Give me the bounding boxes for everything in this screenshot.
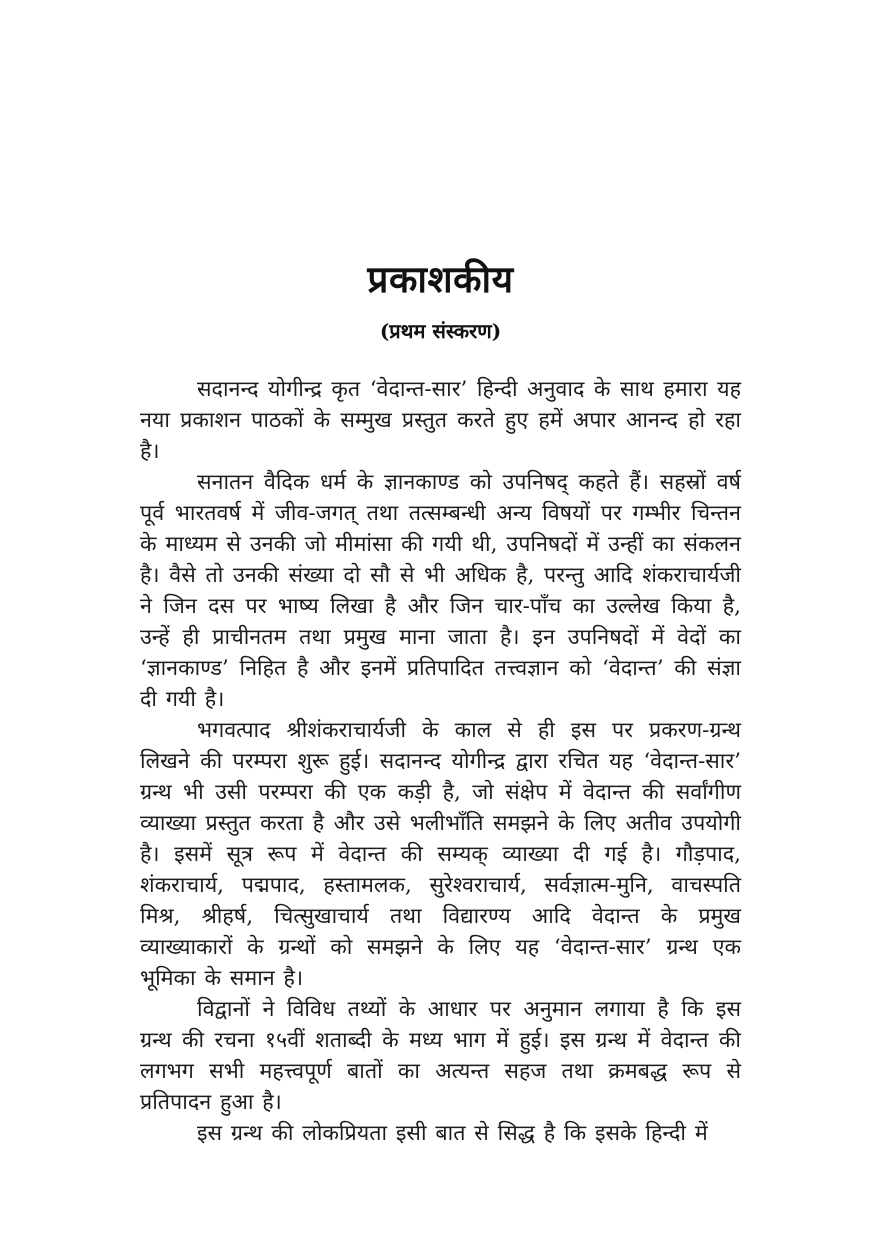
paragraph-1: सदानन्द योगीन्द्र कृत ‘वेदान्त-सार’ हिन्दी अनुवाद के साथ हमारा यह नया प्रकाशन पाठकों के सम्मुख प्रस्तुत करते हुए हमें अपार आनन्द हो रहा है। <box>140 377 741 464</box>
page-title: प्रकाशकीय <box>367 257 514 301</box>
body-text <box>140 374 741 1149</box>
paragraph-5: इस ग्रन्थ की लोकप्रियता इसी बात से सिद्ध है कि इसके हिन्दी में <box>197 1121 708 1146</box>
paragraph-4: विद्वानों ने विविध तथ्यों के आधार पर अनुमान लगाया है कि इस ग्रन्थ की रचना १५वीं शताब्दी के मध्य भाग में हुई। इस ग्रन्थ में वेदान्त की लगभग सभी महत्त्वपूर्ण बातों का अत्यन्त सहज तथा क्रमबद्ध रूप से प्रतिपादन हुआ है। <box>140 997 741 1115</box>
paragraph-3: भगवत्पाद श्रीशंकराचार्यजी के काल से ही इस पर प्रकरण-ग्रन्थ लिखने की परम्परा शुरू हुई। सदानन्द योगीन्द्र द्वारा रचित यह ‘वेदान्त-सार’ ग्रन्थ भी उसी परम्परा की एक कड़ी है, जो संक्षेप में वेदान्त की सर्वांगीण व्याख्या प्रस्तुत करता है और उसे भलीभाँति समझने के लिए अतीव उपयोगी है। इसमें सूत्र रूप में वेदान्त की सम्यक् व्याख्या दी गई है। गौड़पाद, शंकराचार्य, पद्मपाद, हस्तामलक, सुरेश्वराचार्य, सर्वज्ञात्म-मुनि, वाचस्पति मिश्र, श्रीहर्ष, चित्सुखाचार्य तथा विद्यारण्य आदि वेदान्त के प्रमुख व्याख्याकारों के ग्रन्थों को समझने के लिए यह ‘वेदान्त-सार’ ग्रन्थ एक भूमिका के समान है। <box>140 718 741 991</box>
paragraph-2: सनातन वैदिक धर्म के ज्ञानकाण्ड को उपनिषद् कहते हैं। सहस्रों वर्ष पूर्व भारतवर्ष में जीव-जगत् तथा तत्सम्बन्धी अन्य विषयों पर गम्भीर चिन्तन के माध्यम से उनकी जो मीमांसा की गयी थी, उपनिषदों में उन्हीं का संकलन है। वैसे तो उनकी संख्या दो सौ से भी अधिक है, परन्तु आदि शंकराचार्यजी ने जिन दस पर भाष्य लिखा है और जिन चार-पाँच का उल्लेख किया है, उन्हें ही प्राचीनतम तथा प्रमुख माना जाता है। इन उपनिषदों में वेदों का ‘ज्ञानकाण्ड’ निहित है और इनमें प्रतिपादित तत्त्वज्ञान को ‘वेदान्त’ की संज्ञा दी गयी है। <box>140 470 741 712</box>
page-subtitle: (प्रथम संस्करण) <box>379 319 502 343</box>
